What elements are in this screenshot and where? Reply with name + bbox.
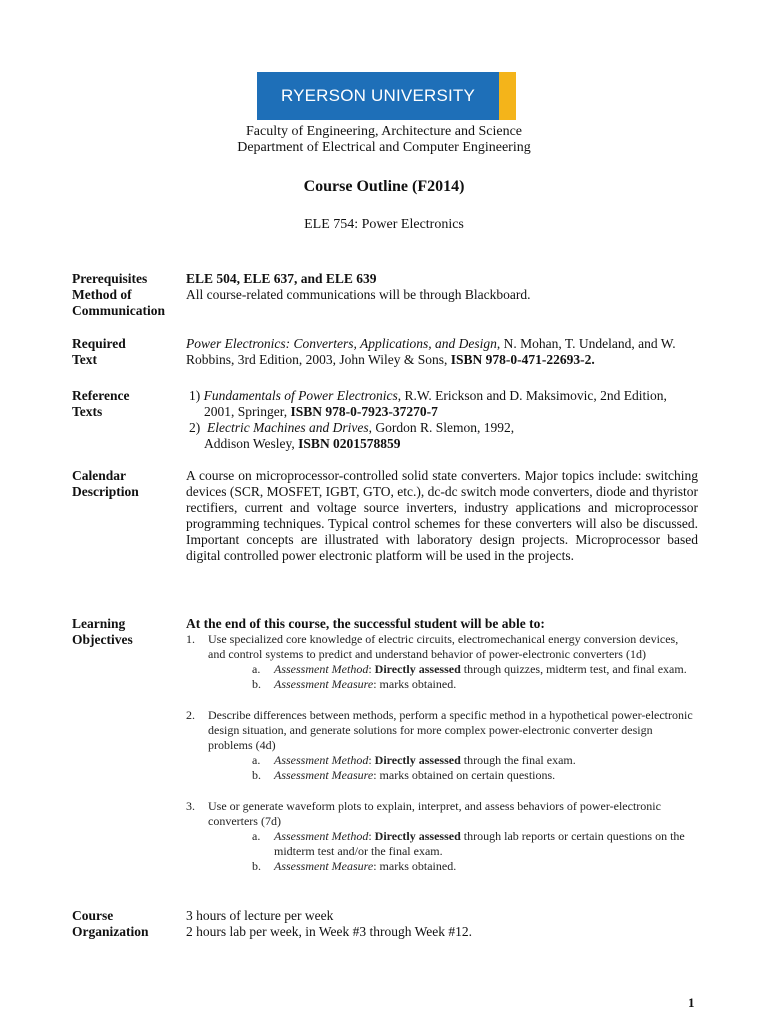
- objectives-label: Learning Objectives: [72, 616, 133, 647]
- prerequisites-value: ELE 504, ELE 637, and ELE 639: [186, 271, 377, 286]
- department-name: Department of Electrical and Computer Engineering: [237, 140, 531, 155]
- course-name: ELE 754: Power Electronics: [304, 217, 464, 232]
- reference-texts-label: Reference Texts: [72, 388, 130, 419]
- communication-label: Method of Communication: [72, 287, 166, 318]
- objective-item: 1. Use specialized core knowledge of electric circuits, electromechanical energy conversion devices, and control systems to predict and understand behavior of power-electronic converters (1d) a. Assessment Method: Directly assessed through quizzes, midterm test, and final exam. b. Assessment Measure: marks obtained.: [186, 632, 687, 691]
- reference-texts-list: 1) Fundamentals of Power Electronics, R.W. Erickson and D. Maksimovic, 2nd Edition, 2001, Springer, ISBN 978-0-7923-37270-7 2) Electric Machines and Drives, Gordon R. Slemon, 1992, Addison Wesley, ISBN 0201578859: [186, 388, 698, 452]
- logo-gold-bar: [499, 72, 516, 120]
- required-text-value: Power Electronics: Converters, Applications, and Design, N. Mohan, T. Undeland, and W. Robbins, 3rd Edition, 2003, John Wiley & Sons, ISBN 978-0-471-22693-2.: [186, 336, 676, 367]
- calendar-label: Calendar Description: [72, 468, 139, 499]
- faculty-header: [0, 124, 768, 156]
- organization-row: [72, 908, 698, 940]
- organization-content: 3 hours of lecture per week 2 hours lab per week, in Week #3 through Week #12.: [186, 908, 473, 939]
- page-number: 1: [688, 995, 695, 1010]
- objective-item: 3. Use or generate waveform plots to explain, interpret, and assess behaviors of power-electronic converters (7d) a. Assessment Method: Directly assessed through lab reports or certain questions on the midterm test and/or the final exam. b. Assessment Measure: marks obtained.: [186, 799, 685, 873]
- calendar-row: [72, 468, 698, 564]
- logo-text: RYERSON UNIVERSITY: [257, 72, 499, 120]
- calendar-description: A course on microprocessor-controlled solid state converters. Major topics include: switching devices (SCR, MOSFET, IGBT, GTO, etc.), dc-dc switch mode converters, diode and thyristor rectifiers, current and voltage source inverters, industry applications and microprocessor programming techniques. Typical control schemes for these converters will also be discussed. Important concepts are illustrated with laboratory design projects. Microprocessor based digital controlled power electronic platform will be used in the projects.: [186, 468, 698, 563]
- objectives-row: [72, 616, 698, 874]
- objectives-intro: At the end of this course, the successful student will be able to:: [186, 616, 545, 631]
- reference-item: 2) Electric Machines and Drives, Gordon R. Slemon, 1992,: [189, 420, 515, 435]
- required-text-row: [72, 336, 698, 368]
- reference-texts-row: [72, 388, 698, 452]
- objectives-content: [186, 616, 698, 874]
- page-title: Course Outline (F2014): [303, 178, 465, 195]
- university-logo: [257, 72, 516, 120]
- communication-row: [72, 287, 698, 319]
- faculty-name: Faculty of Engineering, Architecture and Science: [245, 124, 522, 139]
- objective-item: 2. Describe differences between methods, perform a specific method in a hypothetical power-electronic design situation, and generate solutions for more complex power-electronic converter design problems (4d) a. Assessment Method: Directly assessed through the final exam. b. Assessment Measure: marks obtained on certain questions.: [186, 708, 693, 782]
- communication-value: All course-related communications will be through Blackboard.: [186, 287, 531, 302]
- prerequisites-row: [72, 271, 698, 287]
- reference-item: 1) Fundamentals of Power Electronics, R.W. Erickson and D. Maksimovic, 2nd Edition,: [189, 388, 667, 403]
- organization-label: Course Organization: [72, 908, 149, 939]
- prerequisites-label: Prerequisites: [72, 271, 148, 286]
- required-text-label: Required Text: [72, 336, 126, 367]
